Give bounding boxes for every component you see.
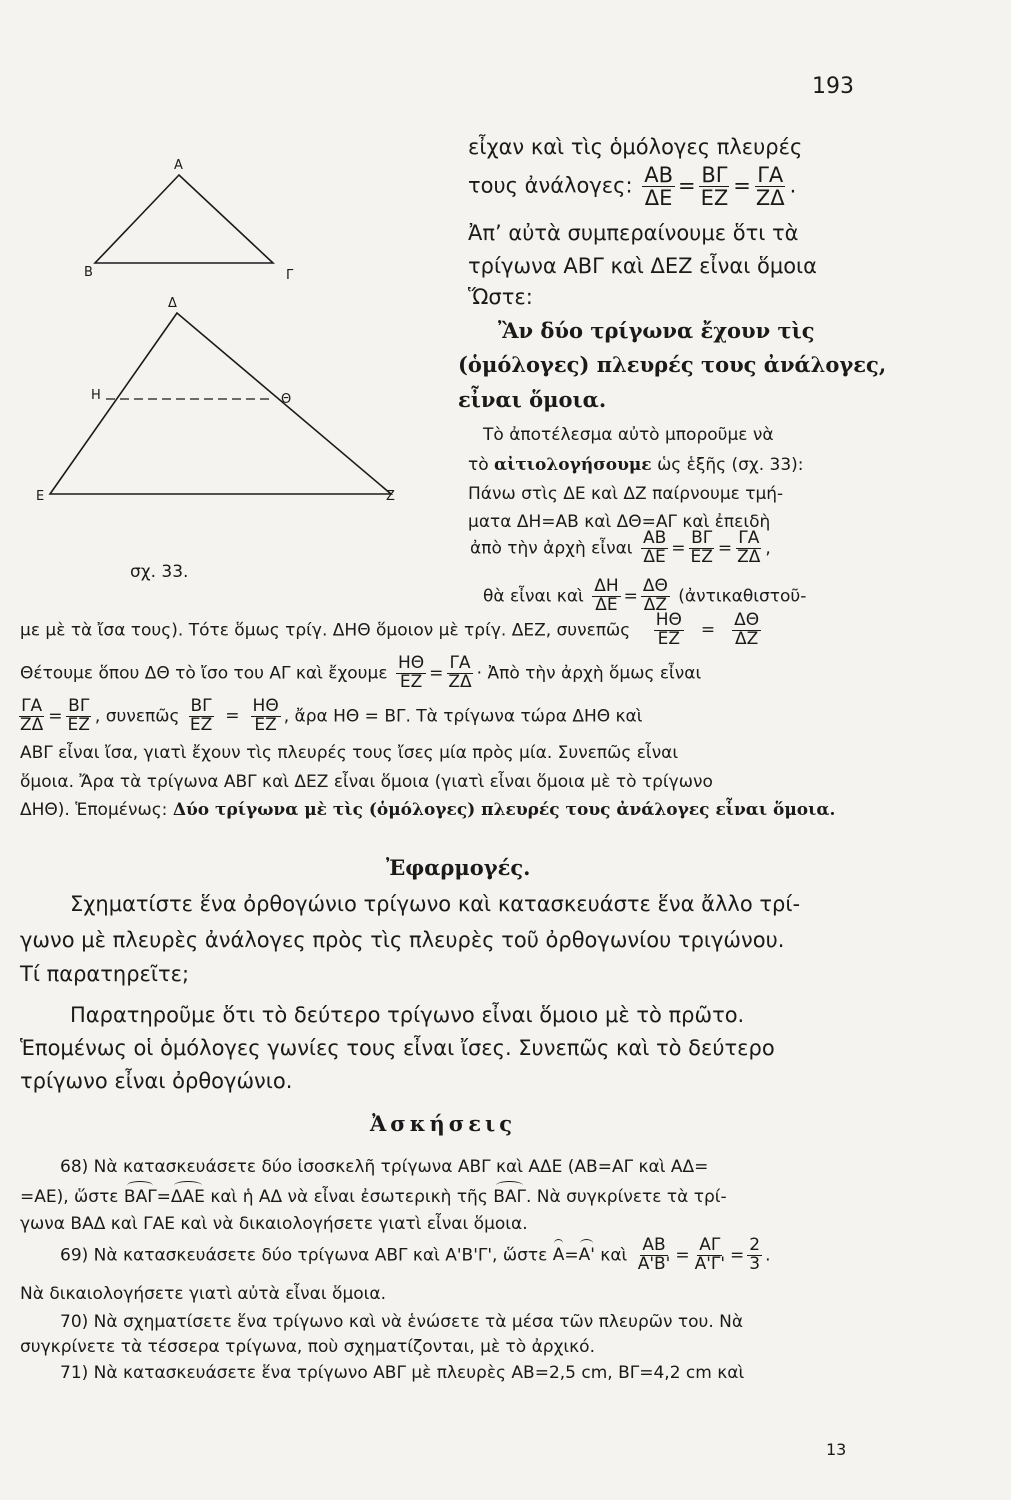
figure-caption: σχ. 33. (130, 562, 189, 582)
exercise-71: 71) Νὰ κατασκευάσετε ἕνα τρίγωνο ΑΒΓ μὲ πλευρὲς ΑΒ=2,5 cm, ΒΓ=4,2 cm καὶ (60, 1363, 745, 1383)
label-g: Γ (286, 268, 294, 283)
text-line: ΔΗΘ). Ἑπομένως: Δύο τρίγωνα μὲ τὶς (ὁμόλογες) πλευρές τους ἀνάλογες εἶναι ὅμοια. (20, 800, 836, 820)
footer-page-number: 13 (826, 1440, 847, 1459)
theorem-line: Ἂν δύο τρίγωνα ἔχουν τὶς (498, 318, 815, 343)
label-th: Θ (281, 392, 292, 407)
heading-exercises: Ἀσκήσεις (370, 1111, 516, 1136)
heading-applications: Ἐφαρμογές. (386, 855, 531, 880)
proportion-line: ἀπὸ τὴν ἀρχὴ εἶναι $\frac{AB}{\Delta E}$ = $\frac{B\Gamma}{EZ}$ = $\frac{\Gamma A}{Z\Delta}$ , (470, 528, 771, 567)
text-line: Σχηματίστε ἕνα ὀρθογώνιο τρίγωνο καὶ κατασκευάστε ἕνα ἄλλο τρί- (70, 892, 801, 916)
label-d: Δ (168, 296, 177, 311)
text-line: Ἑπομένως οἱ ὁμόλογες γωνίες τους εἶναι ἴσες. Συνεπῶς καὶ τὸ δεύτερο (20, 1036, 775, 1060)
label-h: Η (91, 388, 101, 403)
text-line: συγκρίνετε τὰ τέσσερα τρίγωνα, ποὺ σχηματίζονται, μὲ τὸ ἀρχικό. (20, 1337, 595, 1357)
text-line: με μὲ τὰ ἴσα τους). Τότε ὅμως τρίγ. ΔΗΘ ὅμοιον μὲ τρίγ. ΔΕΖ, συνεπῶς $\frac{H\Theta}{EZ}$ = $\frac{\Delta\Theta}{\Delta Z}$ (20, 610, 760, 649)
text-line: Πάνω στὶς ΔΕ καὶ ΔΖ παίρνουμε τμή- (468, 484, 784, 504)
proportion-line: θὰ εἶναι καὶ $\frac{\Delta H}{\Delta E}$ = $\frac{\Delta\Theta}{\Delta Z}$ (ἀντικαθιστοῦ- (483, 576, 807, 615)
label-e: Ε (36, 489, 45, 504)
text-line: ὅμοια. Ἄρα τὰ τρίγωνα ΑΒΓ καὶ ΔΕΖ εἶναι ὅμοια (γιατὶ εἶναι ὅμοια μὲ τὸ τρίγωνο (20, 772, 713, 792)
text-line: Τὸ ἀποτέλεσμα αὐτὸ μποροῦμε νὰ (483, 425, 774, 445)
text-line: =ΑΕ), ὥστε ΒΑΓ=ΔΑΕ καὶ ἡ ΑΔ νὰ εἶναι ἐσωτερικὴ τῆς ΒΑΓ. Νὰ συγκρίνετε τὰ τρί- (20, 1187, 727, 1207)
text-line: Νὰ δικαιολογήσετε γιατὶ αὐτὰ εἶναι ὅμοια. (20, 1284, 387, 1304)
theorem-line: εἶναι ὅμοια. (458, 387, 607, 412)
text-line: ΑΒΓ εἶναι ἴσα, γιατὶ ἔχουν τὶς πλευρές τους ἴσες μία πρὸς μία. Συνεπῶς εἶναι (20, 743, 679, 763)
text-line: γωνα ΒΑΔ καὶ ΓΑΕ καὶ νὰ δικαιολογήσετε γιατὶ εἶναι ὅμοια. (20, 1214, 528, 1234)
text-line: ματα ΔΗ=ΑΒ καὶ ΔΘ=ΑΓ καὶ ἐπειδὴ (468, 512, 771, 532)
text-line: τὸ αἰτιολογήσουμε ὡς ἑξῆς (σχ. 33): (468, 455, 804, 475)
text-line: Ὥστε: (468, 285, 533, 309)
theorem-line: (ὁμόλογες) πλευρές τους ἀνάλογες, (458, 352, 887, 377)
text-line: Θέτουμε ὅπου ΔΘ τὸ ἴσο του ΑΓ καὶ ἔχουμε $\frac{H\Theta}{EZ}$ = $\frac{\Gamma A}{Z\Delta}$ · Ἀπὸ τὴν ἀρχὴ ὅμως εἶναι (20, 653, 702, 692)
figure-33 (40, 150, 420, 510)
label-a: Α (174, 158, 183, 173)
label-b: Β (84, 265, 93, 280)
triangle-dez (50, 313, 391, 494)
text-line: Τί παρατηρεῖτε; (20, 962, 190, 986)
text-line: εἶχαν καὶ τὶς ὁμόλογες πλευρές (468, 135, 803, 159)
text-line: τρίγωνα ΑΒΓ καὶ ΔΕΖ εἶναι ὅμοια (468, 254, 818, 278)
triangle-abg (95, 175, 273, 263)
exercise-69: 69) Νὰ κατασκευάσετε δύο τρίγωνα ΑΒΓ καὶ Α'Β'Γ', ὥστε Α=Α' καὶ $\frac{AB}{A'B'}$ = $\frac{A\Gamma}{A'\Gamma'}$ = $\frac{2}{3}$ . (60, 1235, 771, 1274)
text-line: γωνο μὲ πλευρὲς ἀνάλογες πρὸς τὶς πλευρὲς τοῦ ὀρθογωνίου τριγώνου. (20, 928, 785, 952)
exercise-68: 68) Νὰ κατασκευάσετε δύο ἰσοσκελῆ τρίγωνα ΑΒΓ καὶ ΑΔΕ (ΑΒ=ΑΓ καὶ ΑΔ= (60, 1157, 709, 1177)
text-line: Παρατηροῦμε ὅτι τὸ δεύτερο τρίγωνο εἶναι ὅμοιο μὲ τὸ πρῶτο. (70, 1003, 745, 1027)
exercise-70: 70) Νὰ σχηματίσετε ἕνα τρίγωνο καὶ νὰ ἑνώσετε τὰ μέσα τῶν πλευρῶν του. Νὰ (60, 1312, 744, 1332)
label-z: Ζ (386, 489, 395, 504)
text-line: $\frac{\Gamma A}{Z\Delta}$ = $\frac{B\Gamma}{EZ}$ , συνεπῶς $\frac{B\Gamma}{EZ}$ = $\frac{H\Theta}{EZ}$ , ἄρα ΗΘ = ΒΓ. Τὰ τρίγωνα τώρα ΔΗΘ καὶ (20, 696, 643, 735)
text-line: τρίγωνο εἶναι ὀρθογώνιο. (20, 1069, 293, 1093)
page-number: 193 (812, 74, 854, 99)
proportion-line: τους ἀνάλογες: $\frac{AB}{\Delta E}$ = $\frac{B\Gamma}{EZ}$ = $\frac{\Gamma A}{Z\Delta}$ . (468, 163, 797, 211)
text-line: Ἀπ’ αὐτὰ συμπεραίνουμε ὅτι τὰ (468, 221, 799, 245)
